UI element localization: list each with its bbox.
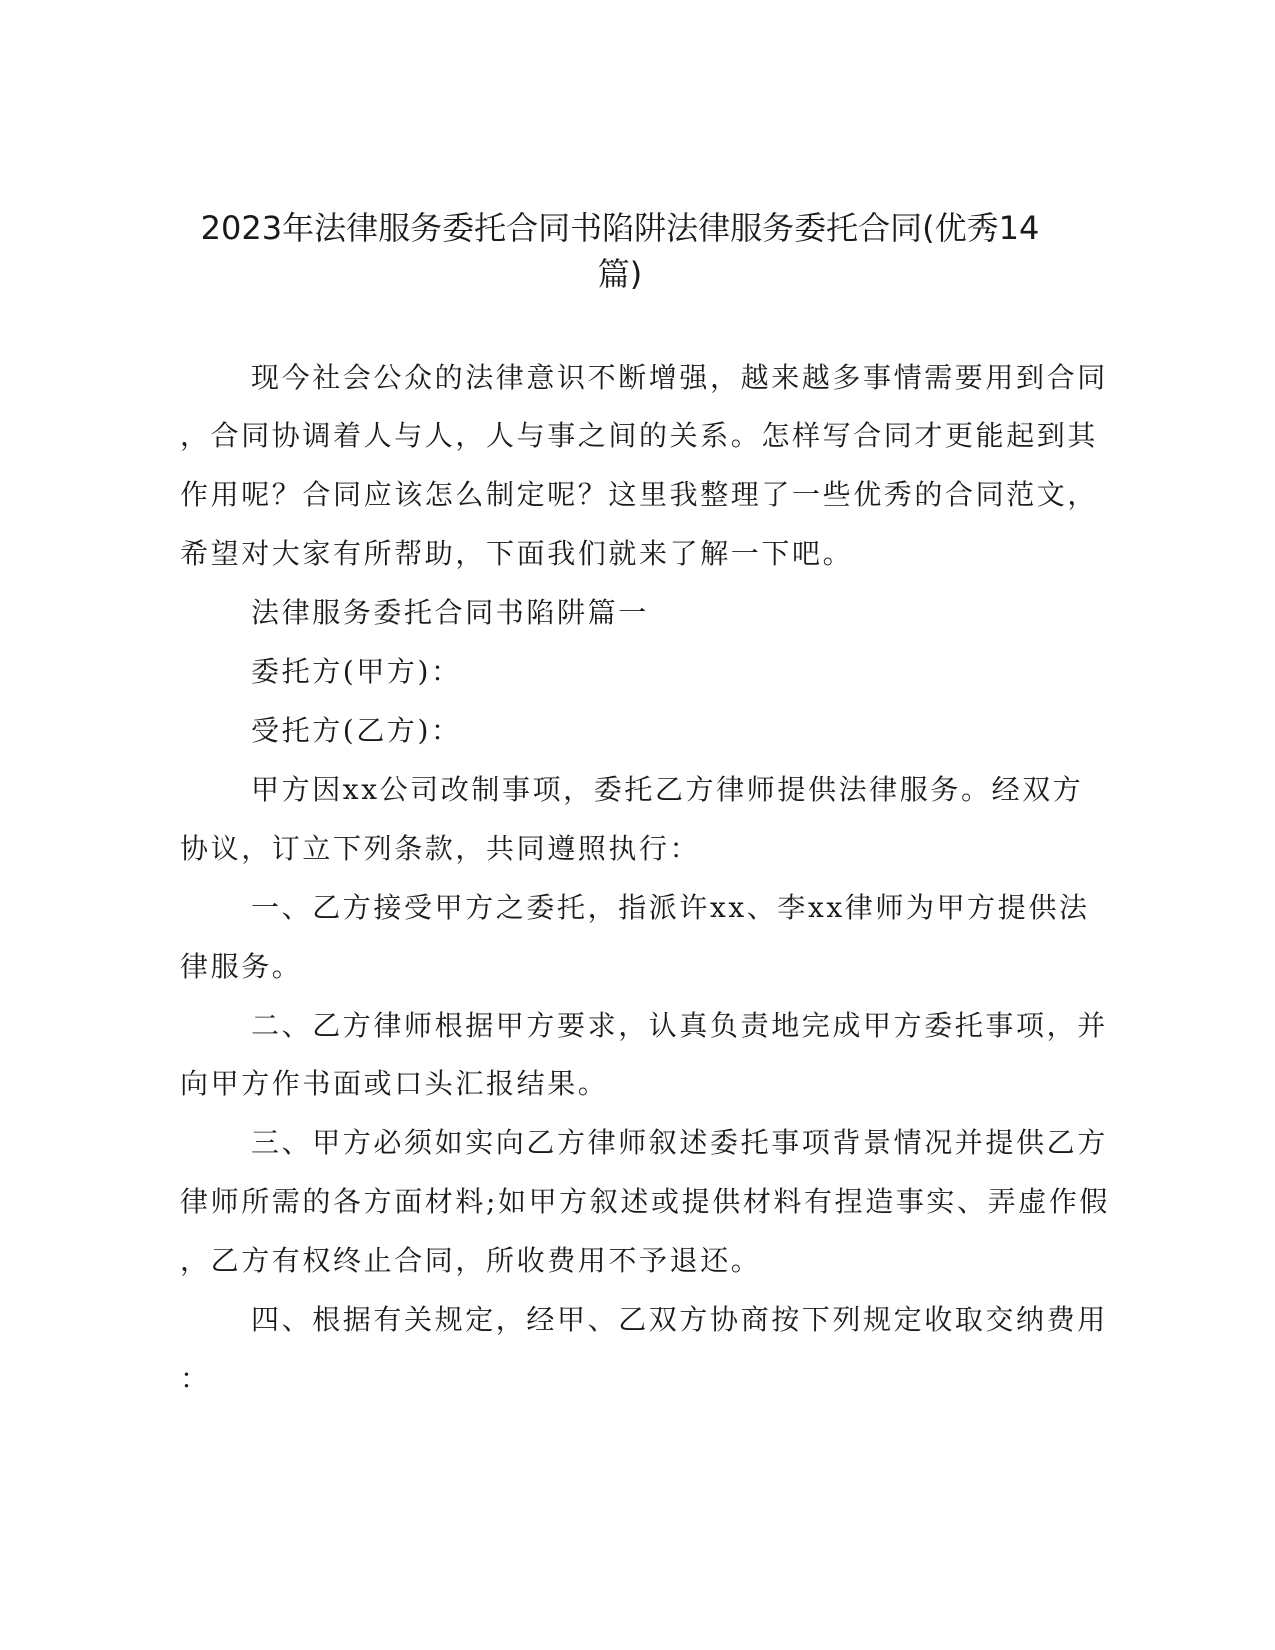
party-b-line: 受托方(乙方)： (251, 714, 462, 747)
section-heading: 法律服务委托合同书陷阱篇一 (251, 596, 649, 629)
clause-2-line-2: 向甲方作书面或口头汇报结果。 (180, 1067, 609, 1100)
document-title (180, 205, 1060, 297)
clause-3-line-1: 三、甲方必须如实向乙方律师叙述委托事项背景情况并提供乙方 (251, 1126, 1108, 1159)
title-line-2: 篇) (597, 255, 643, 293)
party-a-line: 委托方(甲方)： (251, 655, 462, 688)
clause-3-line-2: 律师所需的各方面材料;如甲方叙述或提供材料有捏造事实、弄虚作假 (180, 1185, 1111, 1218)
intro-line-4: 希望对大家有所帮助，下面我们就来了解一下吧。 (180, 537, 854, 570)
intro-line-3: 作用呢？合同应该怎么制定呢？这里我整理了一些优秀的合同范文， (180, 478, 1099, 511)
preamble-line-2: 协议，订立下列条款，共同遵照执行： (180, 832, 701, 865)
intro-line-1: 现今社会公众的法律意识不断增强，越来越多事情需要用到合同 (251, 361, 1108, 394)
clause-3-line-3: ，乙方有权终止合同，所收费用不予退还。 (180, 1244, 762, 1277)
intro-line-2: ，合同协调着人与人，人与事之间的关系。怎样写合同才更能起到其 (180, 419, 1099, 452)
clause-2-line-1: 二、乙方律师根据甲方要求，认真负责地完成甲方委托事项，并 (251, 1009, 1108, 1042)
clause-1-line-2: 律服务。 (180, 950, 303, 983)
title-line-1: 2023年法律服务委托合同书陷阱法律服务委托合同(优秀14 (200, 209, 1040, 247)
clause-1-line-1: 一、乙方接受甲方之委托，指派许xx、李xx律师为甲方提供法 (251, 891, 1090, 924)
clause-4-line-1: 四、根据有关规定，经甲、乙双方协商按下列规定收取交纳费用 (251, 1303, 1108, 1336)
preamble-line-1: 甲方因xx公司改制事项，委托乙方律师提供法律服务。经双方 (251, 773, 1084, 806)
clause-4-line-2: ： (180, 1362, 211, 1395)
